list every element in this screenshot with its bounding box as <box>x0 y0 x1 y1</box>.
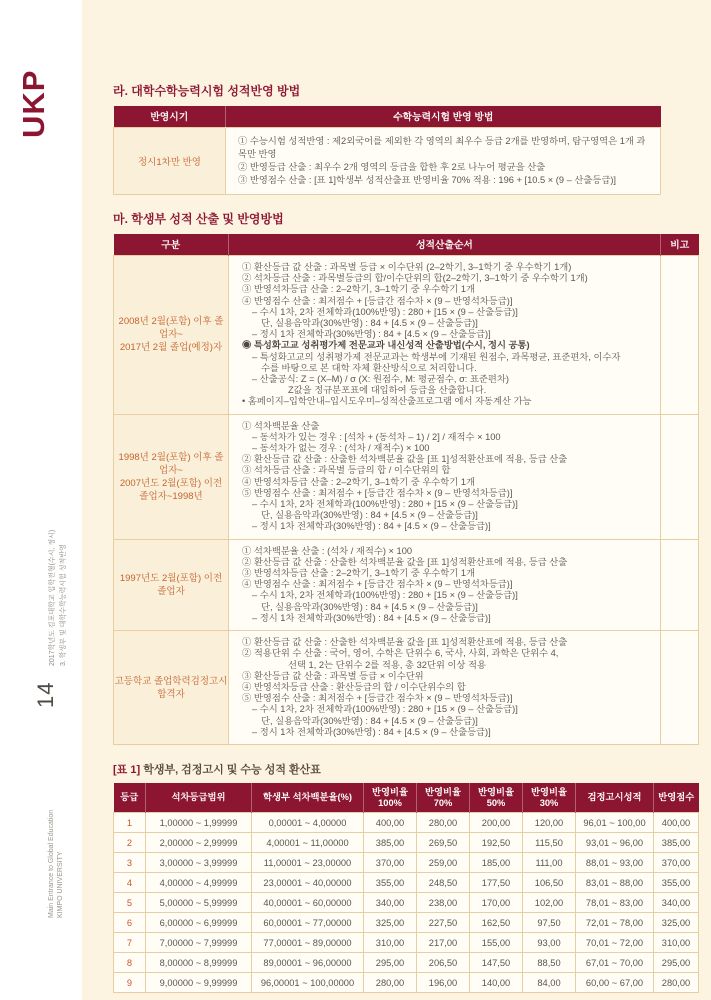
conv-value-cell: 385,00 <box>654 833 699 853</box>
record-row <box>114 539 699 630</box>
conv-row <box>114 973 699 993</box>
conv-value-cell: 155,00 <box>470 933 523 953</box>
conv-value-cell: 170,00 <box>470 893 523 913</box>
record-steps-cell <box>229 256 661 415</box>
record-step-line: ⑤ 반영점수 산출 : 최저점수 + [등급간 점수차 × (9 – 반영석차등급)] <box>242 487 513 498</box>
conv-value-cell: 185,00 <box>470 853 523 873</box>
conv-grade-cell: 5 <box>114 893 146 913</box>
conv-value-cell: 310,00 <box>364 933 417 953</box>
csat-reflection-table <box>113 106 661 195</box>
conv-value-cell: 8,00000 ~ 8,99999 <box>146 953 252 973</box>
conv-value-cell: 238,00 <box>417 893 470 913</box>
conv-caption-text: 학생부, 검정고시 및 수능 성적 환산표 <box>140 763 321 776</box>
record-step-line: – 수시 1차, 2차 전체학과(100%반영) : 280 + [15 × (9 – 산출등급)] <box>252 499 518 510</box>
conv-value-cell: 96,00001 ~ 100,00000 <box>252 973 364 993</box>
conv-value-cell: 280,00 <box>654 973 699 993</box>
conv-value-cell: 340,00 <box>364 893 417 913</box>
record-header-bigo: 비고 <box>661 234 699 256</box>
main-content <box>113 0 698 993</box>
conv-value-cell: 370,00 <box>654 853 699 873</box>
record-step-line: ① 석차백분율 산출 <box>242 420 320 431</box>
conv-value-cell: 340,00 <box>654 893 699 913</box>
conv-value-cell: 3,00000 ~ 3,99999 <box>146 853 252 873</box>
conv-grade-cell: 9 <box>114 973 146 993</box>
record-row <box>114 414 699 539</box>
csat-table-row <box>114 127 661 194</box>
record-step-line: ② 환산등급 값 산출 : 산출한 석차백분율 값을 [표 1]성적환산표에 적용, 등급 산출 <box>242 454 568 465</box>
conv-value-cell: 93,00 <box>523 933 576 953</box>
conv-grade-cell: 8 <box>114 953 146 973</box>
conv-row <box>114 813 699 833</box>
csat-header-when: 반영시기 <box>114 106 226 127</box>
record-step-line: – 동석차가 있는 경우 : [석차 + (동석차 – 1) / 2] / 재적수 × 100 <box>252 431 501 442</box>
record-bigo-cell <box>661 414 699 539</box>
record-steps-cell <box>229 539 661 630</box>
record-step-line: ① 환산등급 값 산출 : 과목별 등급 × 이수단위 (2–2학기, 3–1학기 중 우수학기 1개) <box>242 262 572 272</box>
record-step-line: Z값을 정규분포표에 대입하여 등급을 산출합니다. <box>288 385 487 396</box>
conv-value-cell: 280,00 <box>417 813 470 833</box>
record-step-line: 수를 바탕으로 본 대학 자체 환산방식으로 처리합니다. <box>261 362 477 373</box>
conv-grade-cell: 4 <box>114 873 146 893</box>
conv-value-cell: 23,00001 ~ 40,00000 <box>252 873 364 893</box>
conv-value-cell: 140,00 <box>470 973 523 993</box>
conv-value-cell: 325,00 <box>654 913 699 933</box>
record-step-line: ④ 반영석차등급 산출 : 환산등급의 합 / 이수단위수의 합 <box>242 681 466 692</box>
csat-method-line: ② 반영등급 산출 : 최우수 2개 영역의 등급을 합한 후 2로 나누어 평균을 산출 <box>238 161 546 172</box>
record-step-line: ③ 반영석차등급 산출 : 2–2학기, 3–1학기 중 우수학기 1개 <box>242 568 475 579</box>
record-step-line: ② 환산등급 값 산출 : 산출한 석차백분율 값을 [표 1]성적환산표에 적용, 등급 산출 <box>242 556 568 567</box>
conv-value-cell: 120,00 <box>523 813 576 833</box>
conv-value-cell: 147,50 <box>470 953 523 973</box>
conv-grade-cell: 1 <box>114 813 146 833</box>
conv-header-cell: 학생부 석차백분율(%) <box>252 783 364 813</box>
conv-header-cell: 반영비율 30% <box>523 783 576 813</box>
footer-line2: KIMPO UNIVERSITY <box>57 851 64 918</box>
conv-value-cell: 259,00 <box>417 853 470 873</box>
record-step-line: 선택 1, 2는 단위수 2를 적용, 총 32단위 이상 적용 <box>288 659 486 670</box>
conv-value-cell: 93,01 ~ 96,00 <box>576 833 654 853</box>
conv-grade-cell: 2 <box>114 833 146 853</box>
record-steps-cell <box>229 414 661 539</box>
conv-row <box>114 833 699 853</box>
record-gubun-cell: 1998년 2월(포함) 이후 졸업자~ 2007년도 2월(포함) 이전 졸업자~1998년 <box>114 414 229 539</box>
conv-value-cell: 400,00 <box>364 813 417 833</box>
section-ra-title: 라. 대학수학능력시험 성적반영 방법 <box>113 84 301 98</box>
conv-value-cell: 400,00 <box>654 813 699 833</box>
conv-value-cell: 97,50 <box>523 913 576 933</box>
record-step-line: • 홈페이지–입학안내–입시도우미–성적산출프로그램 에서 자동계산 가능 <box>242 396 532 407</box>
record-step-line: ① 환산등급 값 산출 : 산출한 석차백분율 값을 [표 1]성적환산표에 적용, 등급 산출 <box>242 637 568 648</box>
edition-line2: 3. 학생부 및 대학수학능력시험 성적반영 <box>60 544 67 666</box>
conv-value-cell: 355,00 <box>654 873 699 893</box>
conv-value-cell: 295,00 <box>364 953 417 973</box>
record-header-steps: 성적산출순서 <box>229 234 661 256</box>
record-calc-table <box>113 234 699 745</box>
csat-when-cell: 정시1차만 반영 <box>114 127 226 194</box>
conv-value-cell: 370,00 <box>364 853 417 873</box>
record-step-line: – 정시 1차 전체학과(30%반영) : 84 + [4.5 × (9 – 산출등급)] <box>252 612 491 623</box>
record-row <box>114 256 699 415</box>
conv-value-cell: 0,00001 ~ 4,00000 <box>252 813 364 833</box>
conv-header-row <box>114 783 699 813</box>
csat-header-method: 수학능력시험 반영 방법 <box>226 106 661 127</box>
conv-value-cell: 206,50 <box>417 953 470 973</box>
conv-value-cell: 295,00 <box>654 953 699 973</box>
conv-header-cell: 반영비율 100% <box>364 783 417 813</box>
conv-grade-cell: 3 <box>114 853 146 873</box>
conv-value-cell: 385,00 <box>364 833 417 853</box>
conv-value-cell: 227,50 <box>417 913 470 933</box>
conv-row <box>114 913 699 933</box>
record-step-line: 단, 실용음악과(30%반영) : 84 + [4.5 × (9 – 산출등급)] <box>261 601 478 612</box>
conv-value-cell: 70,01 ~ 72,00 <box>576 933 654 953</box>
record-bigo-cell <box>661 631 699 745</box>
sidebar-edition-text <box>47 529 69 666</box>
conv-value-cell: 7,00000 ~ 7,99999 <box>146 933 252 953</box>
conv-value-cell: 355,00 <box>364 873 417 893</box>
record-step-line: – 특성화고교의 성취평가제 전문교과는 학생부에 기재된 원점수, 과목평균, 표준편차, 이수자 <box>252 351 621 362</box>
conv-value-cell: 162,50 <box>470 913 523 933</box>
record-step-line: ④ 반영점수 산출 : 최저점수 + [등급간 점수차 × (9 – 반영석차등급)] <box>242 295 513 306</box>
record-bigo-cell <box>661 256 699 415</box>
conv-header-cell: 반영비율 70% <box>417 783 470 813</box>
record-gubun-cell: 1997년도 2월(포함) 이전 졸업자 <box>114 539 229 630</box>
record-gubun-cell: 2008년 2월(포함) 이후 졸업자~ 2017년 2월 졸업(예정)자 <box>114 256 229 415</box>
conv-value-cell: 83,01 ~ 88,00 <box>576 873 654 893</box>
conv-row <box>114 873 699 893</box>
conv-value-cell: 102,00 <box>523 893 576 913</box>
record-step-line: 단, 실용음악과(30%반영) : 84 + [4.5 × (9 – 산출등급)] <box>261 510 478 521</box>
conv-value-cell: 6,00000 ~ 6,99999 <box>146 913 252 933</box>
conv-value-cell: 115,50 <box>523 833 576 853</box>
conv-row <box>114 893 699 913</box>
conv-caption-tag: [표 1] <box>113 763 141 776</box>
record-steps-cell <box>229 631 661 745</box>
conv-grade-cell: 7 <box>114 933 146 953</box>
conv-value-cell: 67,01 ~ 70,00 <box>576 953 654 973</box>
record-step-line: ② 석차등급 산출 : 과목별등급의 합/이수단위의 합(2–2학기, 3–1학기 중 우수학기 1개) <box>242 273 588 284</box>
conv-value-cell: 96,01 ~ 100,00 <box>576 813 654 833</box>
record-step-line: ⑤ 반영점수 산출 : 최저점수 + [등급간 점수차 × (9 – 반영석차등급)] <box>242 693 513 704</box>
conv-value-cell: 217,00 <box>417 933 470 953</box>
record-step-line: ③ 반영석차등급 산출 : 2–2학기, 3–1학기 중 우수학기 1개 <box>242 284 475 295</box>
csat-table-header-row <box>114 106 661 127</box>
conv-row <box>114 953 699 973</box>
record-step-line: – 수시 1차, 2차 전체학과(100%반영) : 280 + [15 × (9 – 산출등급)] <box>252 590 518 601</box>
conv-value-cell: 177,50 <box>470 873 523 893</box>
record-step-line: ① 석차백분율 산출 : (석차 / 재적수) × 100 <box>242 545 413 556</box>
score-conversion-table <box>113 783 699 994</box>
record-step-line: ③ 석차등급 산출 : 과목별 등급의 합 / 이수단위의 합 <box>242 465 451 476</box>
conv-value-cell: 196,00 <box>417 973 470 993</box>
record-bigo-cell <box>661 539 699 630</box>
conv-value-cell: 111,00 <box>523 853 576 873</box>
conv-value-cell: 269,50 <box>417 833 470 853</box>
conv-value-cell: 2,00000 ~ 2,99999 <box>146 833 252 853</box>
record-step-line: ② 적용단위 수 산출 : 국어, 영어, 수학은 단위수 6, 국사, 사회, 과학은 단위수 4, <box>242 648 559 659</box>
record-table-body <box>114 256 699 745</box>
conv-header-cell: 반영점수 <box>654 783 699 813</box>
conv-table-body <box>114 813 699 993</box>
sidebar-footer-text <box>47 809 65 918</box>
ukp-logo: UKP <box>16 69 51 138</box>
conv-header-cell: 반영비율 50% <box>470 783 523 813</box>
conv-value-cell: 325,00 <box>364 913 417 933</box>
conv-value-cell: 9,00000 ~ 9,99999 <box>146 973 252 993</box>
conv-value-cell: 248,50 <box>417 873 470 893</box>
record-step-line: ④ 반영점수 산출 : 최저점수 + [등급간 점수차 × (9 – 반영석차등급)] <box>242 579 513 590</box>
conv-value-cell: 60,00 ~ 67,00 <box>576 973 654 993</box>
conv-header-cell: 검정고시성적 <box>576 783 654 813</box>
record-row <box>114 631 699 745</box>
conv-header-cell: 등급 <box>114 783 146 813</box>
record-step-line: – 수시 1차, 2차 전체학과(100%반영) : 280 + [15 × (9 – 산출등급)] <box>252 704 518 715</box>
record-step-line: – 동석차가 없는 경우 : (석차 / 재적수) × 100 <box>252 443 430 454</box>
conv-value-cell: 40,00001 ~ 60,00000 <box>252 893 364 913</box>
conv-value-cell: 200,00 <box>470 813 523 833</box>
conv-value-cell: 88,01 ~ 93,00 <box>576 853 654 873</box>
page-number: 14 <box>33 681 58 708</box>
record-header-gubun: 구분 <box>114 234 229 256</box>
conv-grade-cell: 6 <box>114 913 146 933</box>
record-step-line: ④ 반영석차등급 산출 : 2–2학기, 3–1학기 중 우수학기 1개 <box>242 476 475 487</box>
conv-value-cell: 89,00001 ~ 96,00000 <box>252 953 364 973</box>
csat-method-line: ① 수능시험 성적반영 : 제2외국어를 제외한 각 영역의 최우수 등급 2개를 반영하며, 탐구영역은 1개 과목만 반영 <box>238 135 646 159</box>
record-gubun-cell: 고등학교 졸업학력검정고시 합격자 <box>114 631 229 745</box>
conv-value-cell: 5,00000 ~ 5,99999 <box>146 893 252 913</box>
conv-value-cell: 310,00 <box>654 933 699 953</box>
record-step-line: ③ 환산등급 값 산출 : 과목별 등급 × 이수단위 <box>242 670 424 681</box>
record-step-line: – 수시 1차, 2차 전체학과(100%반영) : 280 + [15 × (9 – 산출등급)] <box>252 306 518 317</box>
csat-method-cell <box>226 127 661 194</box>
footer-line1: Main Entrance to Global Education <box>48 809 55 918</box>
record-step-line: – 정시 1차 전체학과(30%반영) : 84 + [4.5 × (9 – 산출등급)] <box>252 521 491 532</box>
record-step-line: – 정시 1차 전체학과(30%반영) : 84 + [4.5 × (9 – 산출등급)] <box>252 726 491 737</box>
conv-value-cell: 192,50 <box>470 833 523 853</box>
conv-value-cell: 4,00001 ~ 11,00000 <box>252 833 364 853</box>
conv-row <box>114 933 699 953</box>
conv-value-cell: 1,00000 ~ 1,99999 <box>146 813 252 833</box>
conv-value-cell: 88,50 <box>523 953 576 973</box>
conv-value-cell: 77,00001 ~ 89,00000 <box>252 933 364 953</box>
section-ma-title: 마. 학생부 성적 산출 및 반영방법 <box>113 211 284 226</box>
record-step-line: – 정시 1차 전체학과(30%반영) : 84 + [4.5 × (9 – 산출등급)] <box>252 329 491 340</box>
conv-value-cell: 60,00001 ~ 77,00000 <box>252 913 364 933</box>
conv-header-cell: 석차등급범위 <box>146 783 252 813</box>
conv-value-cell: 72,01 ~ 78,00 <box>576 913 654 933</box>
record-step-line: 단, 실용음악과(30%반영) : 84 + [4.5 × (9 – 산출등급)] <box>261 715 478 726</box>
conv-value-cell: 11,00001 ~ 23,00000 <box>252 853 364 873</box>
csat-method-line: ③ 반영점수 산출 : [표 1]학생부 성적산출표 반영비율 70% 적용 : 196 + [10.5 × (9 – 산출등급)] <box>238 174 617 185</box>
record-step-line: ◉ 특성화고교 성취평가제 전문교과 내신성적 산출방법(수시, 정시 공통) <box>242 340 530 351</box>
conv-table-caption <box>113 761 698 777</box>
record-table-header-row <box>114 234 699 256</box>
edition-line1: 2017학년도 김포대학교 입학전형(수시, 정시) <box>49 529 56 666</box>
conv-value-cell: 78,01 ~ 83,00 <box>576 893 654 913</box>
record-step-line: – 산출공식: Z = (X–M) / σ (X: 원점수, M: 평균점수, σ: 표준편차) <box>252 374 509 385</box>
conv-value-cell: 106,50 <box>523 873 576 893</box>
conv-row <box>114 853 699 873</box>
conv-value-cell: 4,00000 ~ 4,99999 <box>146 873 252 893</box>
conv-value-cell: 280,00 <box>364 973 417 993</box>
conv-value-cell: 84,00 <box>523 973 576 993</box>
record-step-line: 단, 실용음악과(30%반영) : 84 + [4.5 × (9 – 산출등급)] <box>261 318 478 329</box>
